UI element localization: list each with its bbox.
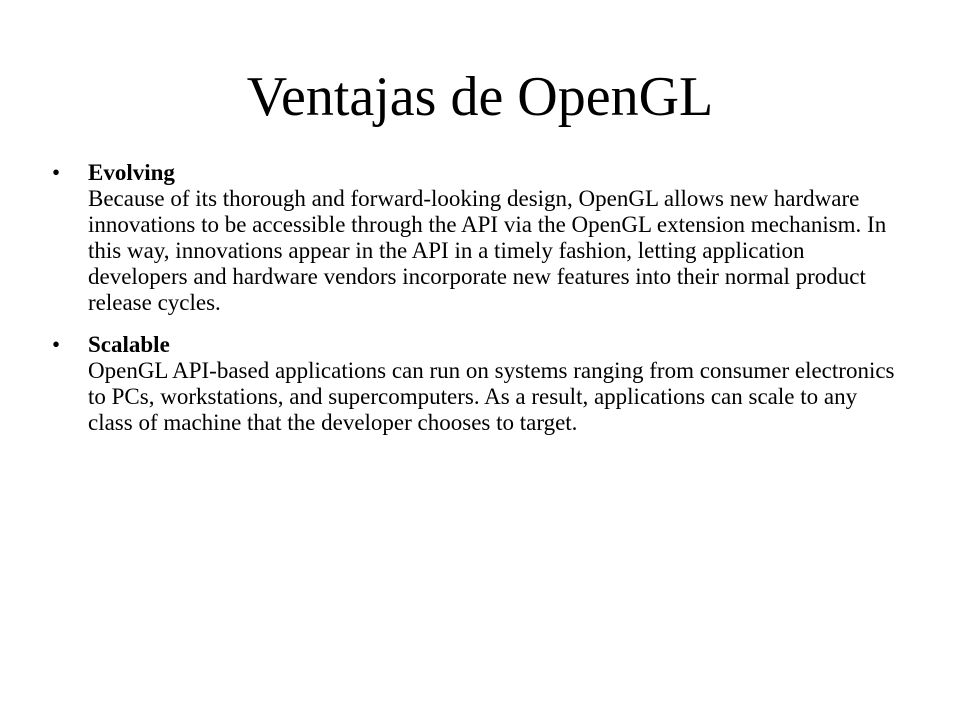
bullet-text: Because of its thorough and forward-looking design, OpenGL allows new hardware innovations to be accessible through the API via the OpenGL extension mechanism. In this way, innovations appear in the API in a timely fashion, letting application developers and hardware vendors incorporate new features into their normal product release cycles.: [88, 186, 887, 315]
bullet-heading: Scalable: [88, 332, 170, 357]
bullet-icon: •: [52, 160, 61, 185]
bullet-heading: Evolving: [88, 160, 175, 185]
bullet-item-evolving: [52, 160, 902, 316]
bullet-icon: •: [52, 332, 61, 357]
bullet-item-scalable: [52, 332, 902, 436]
slide-title: Ventajas de OpenGL: [246, 66, 714, 128]
bullet-list: [52, 160, 902, 452]
bullet-text: OpenGL API-based applications can run on systems ranging from consumer electronics to PCs, workstations, and supercomputers. As a result, applications can scale to any class of machine that the developer chooses to target.: [88, 358, 895, 435]
